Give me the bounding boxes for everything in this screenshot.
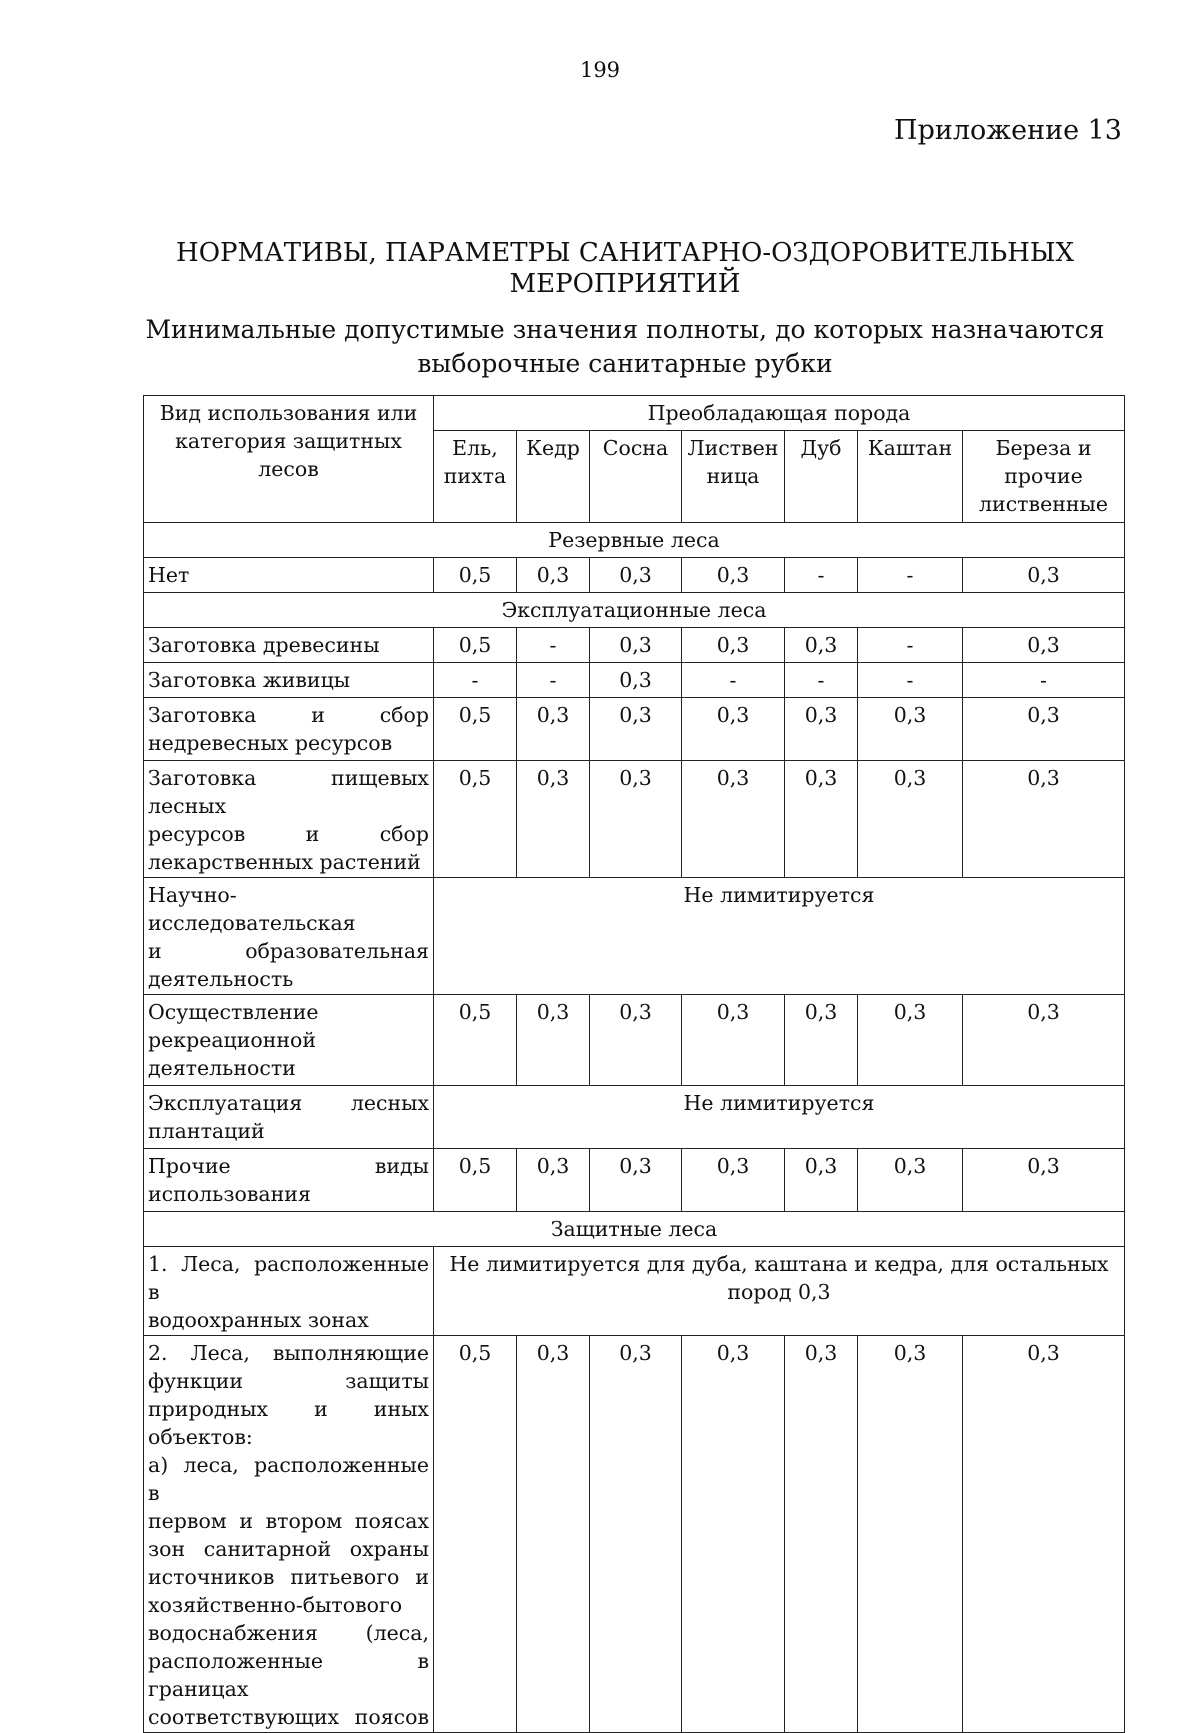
value-cell: 0,5 — [434, 628, 517, 663]
value-cell: 0,3 — [858, 698, 963, 761]
section-row — [144, 523, 1125, 558]
appendix-label: Приложение 13 — [894, 115, 1122, 146]
table-row — [144, 878, 1125, 995]
table-row — [144, 1247, 1125, 1336]
row-label — [144, 878, 434, 995]
value-cell: 0,3 — [590, 1336, 682, 1733]
row-label-line: использования — [148, 1182, 311, 1206]
value-cell: 0,3 — [590, 761, 682, 878]
value-cell: 0,3 — [590, 698, 682, 761]
row-label — [144, 1086, 434, 1149]
norms-table — [143, 395, 1125, 1733]
value-cell: 0,3 — [517, 761, 590, 878]
header-row — [144, 396, 1125, 431]
row-label — [144, 1247, 434, 1336]
value-cell: 0,3 — [858, 995, 963, 1086]
value-cell: 0,3 — [590, 995, 682, 1086]
value-cell: - — [858, 628, 963, 663]
table-row — [144, 995, 1125, 1086]
row-label-line: зон санитарной охраны — [148, 1537, 429, 1561]
row-label — [144, 1336, 434, 1733]
section-row — [144, 1212, 1125, 1247]
row-label-line: лекарственных растений — [148, 850, 421, 874]
value-cell: 0,3 — [963, 558, 1125, 593]
value-cell: 0,3 — [963, 995, 1125, 1086]
row-label — [144, 995, 434, 1086]
value-cell: - — [434, 663, 517, 698]
table-row — [144, 1149, 1125, 1212]
row-label-line: Эксплуатация лесных — [148, 1091, 429, 1115]
row-label-line: водоохранных зонах — [148, 1308, 369, 1332]
value-cell: 0,3 — [963, 1336, 1125, 1733]
value-cell: 0,3 — [963, 761, 1125, 878]
page-number: 199 — [579, 58, 621, 82]
row-label-line: природных и иных — [148, 1397, 429, 1421]
row-label-line: и образовательная — [148, 939, 429, 963]
value-cell: - — [785, 558, 858, 593]
value-cell: 0,3 — [590, 558, 682, 593]
value-cell: 0,3 — [785, 1336, 858, 1733]
species-larch: Листвен ница — [682, 431, 785, 523]
row-label-line: Прочие виды — [148, 1154, 429, 1178]
value-cell: 0,3 — [517, 1149, 590, 1212]
value-cell: 0,3 — [517, 1336, 590, 1733]
table-row — [144, 698, 1125, 761]
table-row — [144, 761, 1125, 878]
value-cell: 0,3 — [682, 995, 785, 1086]
row-label: Нет — [144, 558, 434, 593]
value-cell: - — [517, 628, 590, 663]
value-cell: 0,5 — [434, 995, 517, 1086]
row-label-line: недревесных ресурсов — [148, 731, 393, 755]
table-row — [144, 628, 1125, 663]
value-cell: 0,5 — [434, 1149, 517, 1212]
value-cell: 0,3 — [785, 698, 858, 761]
note-line: Не лимитируется для дуба, каштана и кедра, для остальных — [449, 1252, 1109, 1276]
value-cell: 0,3 — [682, 1149, 785, 1212]
section-exploitation-forests: Эксплуатационные леса — [144, 593, 1125, 628]
row-label-line: Научно-исследовательская — [148, 883, 356, 935]
document-title: НОРМАТИВЫ, ПАРАМЕТРЫ САНИТАРНО-ОЗДОРОВИТЕЛЬНЫХ МЕРОПРИЯТИЙ — [176, 238, 1074, 299]
row-label — [144, 698, 434, 761]
row-label: Заготовка древесины — [144, 628, 434, 663]
value-cell: - — [858, 558, 963, 593]
row-label-line: деятельность — [148, 967, 294, 991]
value-cell: 0,3 — [682, 1336, 785, 1733]
not-limited-cell: Не лимитируется — [434, 878, 1125, 995]
row-label-line: соответствующих поясов — [148, 1705, 429, 1729]
value-cell: 0,3 — [590, 663, 682, 698]
value-cell: 0,3 — [858, 1336, 963, 1733]
water-zone-note-cell — [434, 1247, 1125, 1336]
row-label — [144, 761, 434, 878]
value-cell: 0,5 — [434, 558, 517, 593]
value-cell: 0,3 — [858, 761, 963, 878]
row-label-line: Заготовка и сбор — [148, 703, 429, 727]
row-label-line: 1. Леса, расположенные в — [148, 1252, 429, 1304]
value-cell: 0,3 — [858, 1149, 963, 1212]
row-label: Заготовка живицы — [144, 663, 434, 698]
value-cell: - — [858, 663, 963, 698]
value-cell: 0,5 — [434, 1336, 517, 1733]
header-dominant-species: Преобладающая порода — [434, 396, 1125, 431]
row-label-line: рекреационной — [148, 1028, 317, 1052]
not-limited-cell: Не лимитируется — [434, 1086, 1125, 1149]
value-cell: 0,3 — [785, 761, 858, 878]
row-label-line: хозяйственно-бытового — [148, 1593, 403, 1617]
row-label-line: функции защиты — [148, 1369, 429, 1393]
row-label-line: расположенные в границах — [148, 1649, 429, 1701]
row-label-line: источников питьевого и — [148, 1565, 429, 1589]
value-cell: 0,3 — [785, 628, 858, 663]
row-label-line: объектов: — [148, 1425, 253, 1449]
section-row — [144, 593, 1125, 628]
value-cell: 0,5 — [434, 698, 517, 761]
header-usage-type: Вид использования или категория защитных лесов — [144, 396, 434, 523]
value-cell: 0,3 — [682, 698, 785, 761]
value-cell: 0,3 — [682, 761, 785, 878]
value-cell: 0,3 — [517, 558, 590, 593]
value-cell: - — [785, 663, 858, 698]
value-cell: 0,3 — [963, 628, 1125, 663]
species-oak: Дуб — [785, 431, 858, 523]
row-label-line: ресурсов и сбор — [148, 822, 429, 846]
value-cell: 0,3 — [963, 698, 1125, 761]
value-cell: 0,3 — [682, 628, 785, 663]
value-cell: 0,3 — [963, 1149, 1125, 1212]
table-row — [144, 1336, 1125, 1733]
value-cell: - — [963, 663, 1125, 698]
section-protective-forests: Защитные леса — [144, 1212, 1125, 1247]
row-label-line: Осуществление — [148, 1000, 319, 1024]
row-label-line: 2. Леса, выполняющие — [148, 1341, 429, 1365]
value-cell: 0,3 — [785, 1149, 858, 1212]
row-label-line: а) леса, расположенные в — [148, 1453, 429, 1505]
species-spruce-fir: Ель, пихта — [434, 431, 517, 523]
table-row — [144, 558, 1125, 593]
species-cedar: Кедр — [517, 431, 590, 523]
row-label-line: деятельности — [148, 1056, 296, 1080]
value-cell: - — [682, 663, 785, 698]
row-label-line: Заготовка пищевых лесных — [148, 766, 429, 818]
table-subtitle: Минимальные допустимые значения полноты, до которых назначаются выборочные санитарные рубки — [145, 315, 1105, 378]
value-cell: 0,3 — [682, 558, 785, 593]
species-pine: Сосна — [590, 431, 682, 523]
value-cell: 0,3 — [785, 995, 858, 1086]
species-birch-deciduous: Береза и прочие лиственные — [963, 431, 1125, 523]
value-cell: 0,5 — [434, 761, 517, 878]
row-label-line: первом и втором поясах — [148, 1509, 429, 1533]
value-cell: 0,3 — [590, 628, 682, 663]
value-cell: 0,3 — [517, 995, 590, 1086]
row-label-line: водоснабжения (леса, — [148, 1621, 429, 1645]
note-line: пород 0,3 — [727, 1280, 831, 1304]
species-chestnut: Каштан — [858, 431, 963, 523]
table-row — [144, 1086, 1125, 1149]
row-label-line: плантаций — [148, 1119, 265, 1143]
value-cell: 0,3 — [517, 698, 590, 761]
table-row — [144, 663, 1125, 698]
value-cell: 0,3 — [590, 1149, 682, 1212]
value-cell: - — [517, 663, 590, 698]
row-label — [144, 1149, 434, 1212]
section-reserve-forests: Резервные леса — [144, 523, 1125, 558]
